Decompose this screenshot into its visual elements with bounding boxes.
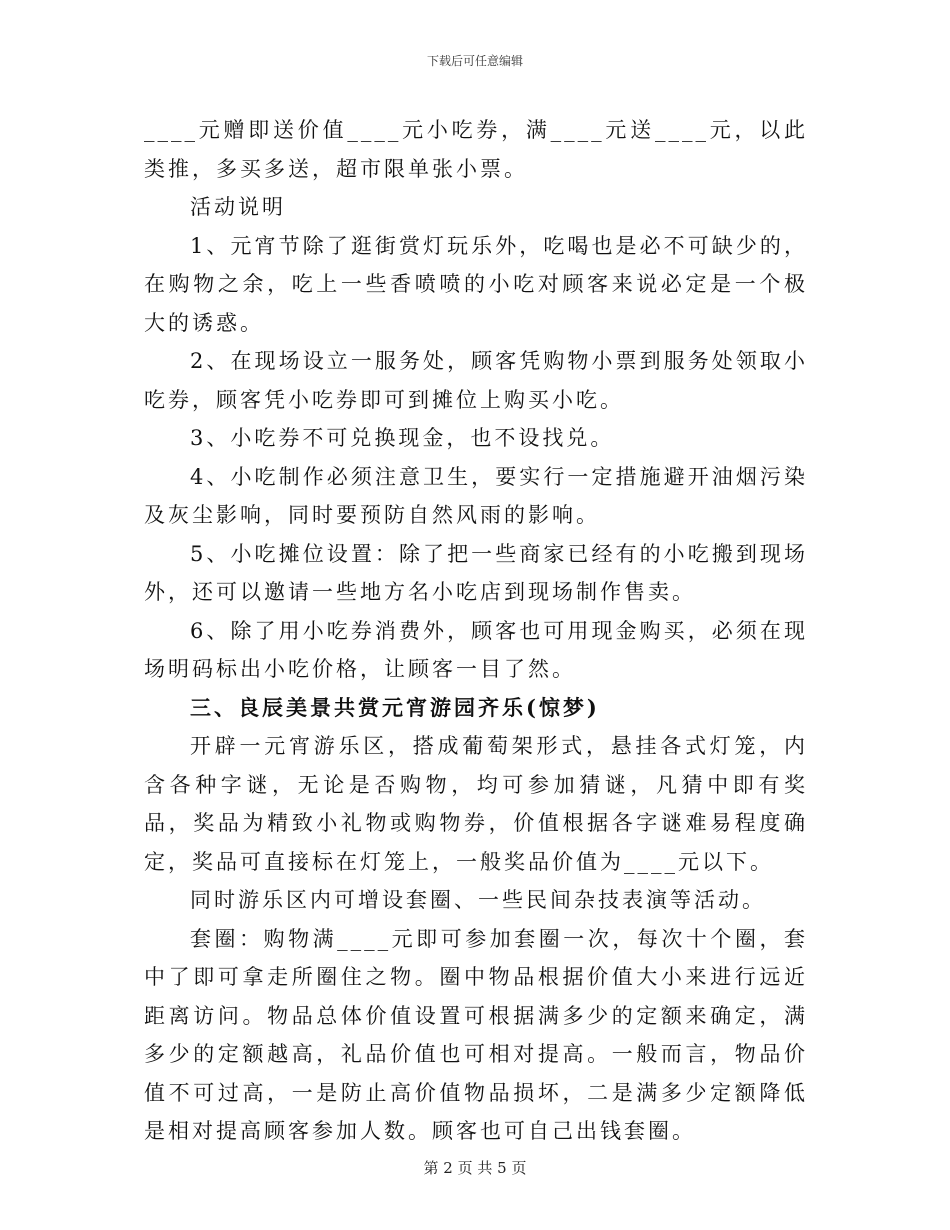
paragraph: 3、小吃券不可兑换现金，也不设找兑。 [190,426,615,450]
paragraph: 开辟一元宵游乐区，搭成葡萄架形式，悬挂各式灯笼，内含各种字谜，无论是否购物，均可参加猜谜，凡猜中即有奖品，奖品为精致小礼物或购物券，价值根据各字谜难易程度确定，奖品可直接标在灯笼上，一般奖品价值为____元以下。 [144,734,808,874]
paragraph: 2、在现场设立一服务处，顾客凭购物小票到服务处领取小吃券，顾客凭小吃券即可到摊位上购买小吃。 [144,349,808,412]
paragraph: 套圈：购物满____元即可参加套圈一次，每次十个圈，套中了即可拿走所圈住之物。圈中物品根据价值大小来进行远近距离访问。物品总体价值设置可根据满多少的定额来确定，满多少的定额越高，礼品价值也可相对提高。一般而言，物品价值不可过高，一是防止高价值物品损坏，二是满多少定额降低是相对提高顾客参加人数。顾客也可自己出钱套圈。 [144,926,808,1143]
paragraph: ____元赠即送价值____元小吃券，满____元送____元，以此类推，多买多送，超市限单张小票。 [144,118,808,181]
section-heading: 三、良辰美景共赏元宵游园齐乐(惊梦) [190,694,600,720]
page-header: 下载后可任意编辑 [426,54,523,68]
section-label: 活动说明 [190,195,286,219]
paragraph: 同时游乐区内可增设套圈、一些民间杂技表演等活动。 [190,888,766,912]
document-body [144,111,808,1151]
paragraph: 6、除了用小吃券消费外，顾客也可用现金购买，必须在现场明码标出小吃价格，让顾客一目了然。 [144,618,808,681]
page-footer: 第 2 页 共 5 页 [423,1159,527,1177]
paragraph: 4、小吃制作必须注意卫生，要实行一定措施避开油烟污染及灰尘影响，同时要预防自然风雨的影响。 [144,464,808,527]
paragraph: 5、小吃摊位设置：除了把一些商家已经有的小吃搬到现场外，还可以邀请一些地方名小吃店到现场制作售卖。 [144,541,808,604]
paragraph: 1、元宵节除了逛街赏灯玩乐外，吃喝也是必不可缺少的，在购物之余，吃上一些香喷喷的小吃对顾客来说必定是一个极大的诱惑。 [144,233,808,335]
